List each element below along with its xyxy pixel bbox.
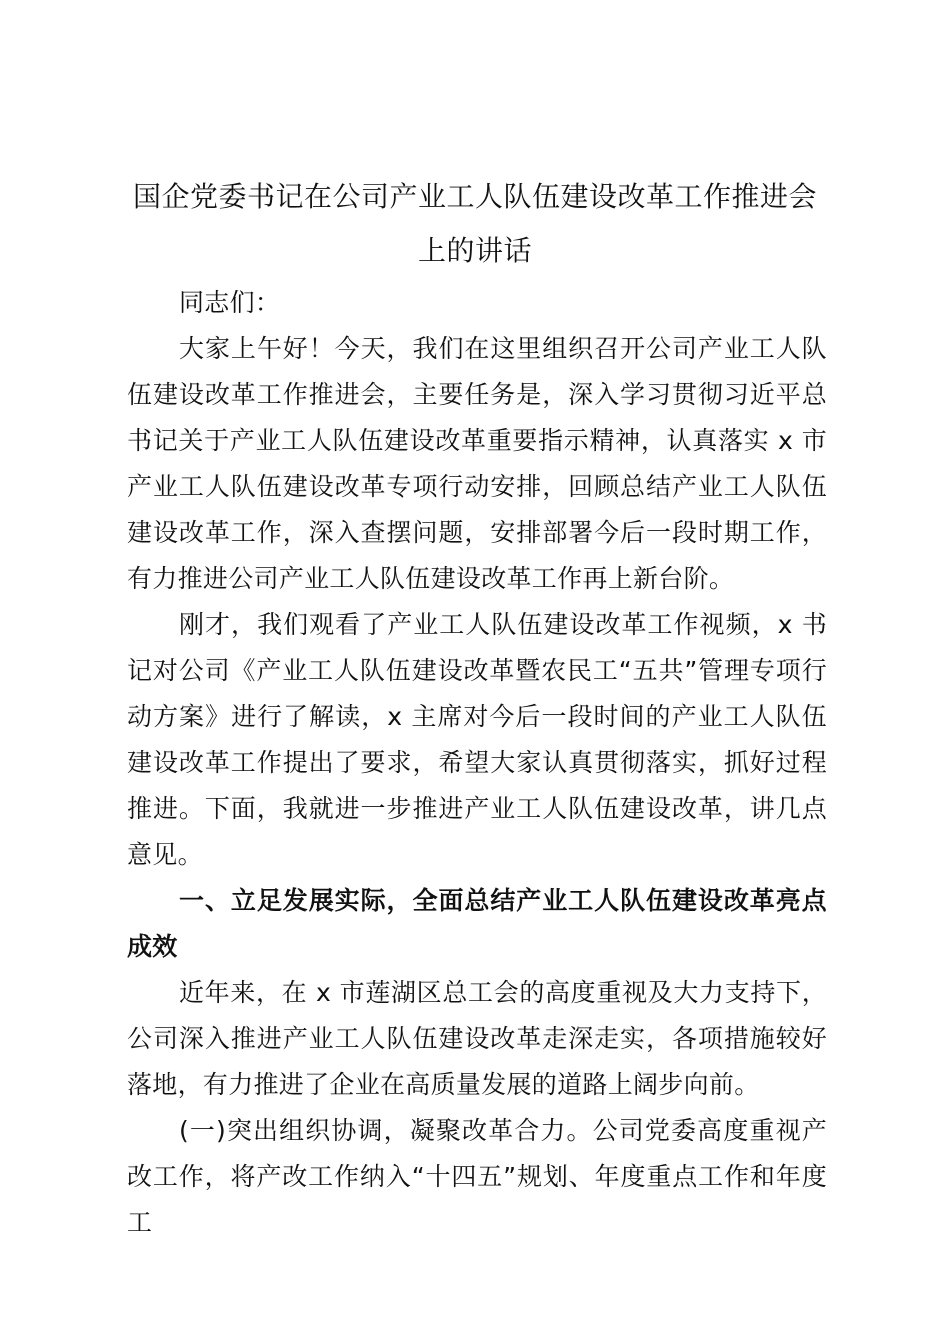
paragraph-section1-intro: 近年来，在 x 市莲湖区总工会的高度重视及大力支持下，公司深入推进产业工人队伍建设改革走深走实，各项措施较好落地，有力推进了企业在高质量发展的道路上阔步向前。 (127, 978, 827, 1099)
salutation: 同志们： (179, 288, 281, 317)
paragraph-review: 刚才，我们观看了产业工人队伍建设改革工作视频，x 书记对公司《产业工人队伍建设改革暨农民工“五共”管理专项行动方案》进行了解读，x 主席对今后一段时间的产业工人队伍建设改革工作提出了要求，希望大家认真贯彻落实，抓好过程推进。下面，我就进一步推进产业工人队伍建设改革，讲几点意见。 (127, 610, 827, 869)
paragraph-opening: 大家上午好！今天，我们在这里组织召开公司产业工人队伍建设改革工作推进会，主要任务是，深入学习贯彻习近平总书记关于产业工人队伍建设改革重要指示精神，认真落实 x 市产业工人队伍建设改革专项行动安排，回顾总结产业工人队伍建设改革工作，深入查摆问题，安排部署今后一段时期工作，有力推进公司产业工人队伍建设改革工作再上新台阶。 (127, 334, 827, 593)
document-title: 国企党委书记在公司产业工人队伍建设改革工作推进会上的讲话 (132, 180, 817, 267)
section-heading-1: 一、立足发展实际，全面总结产业工人队伍建设改革亮点成效 (127, 886, 827, 961)
document-body (127, 280, 827, 1246)
paragraph-section1-item1: (一)突出组织协调，凝聚改革合力。公司党委高度重视产改工作，将产改工作纳入“十四五”规划、年度重点工作和年度工 (127, 1116, 827, 1237)
